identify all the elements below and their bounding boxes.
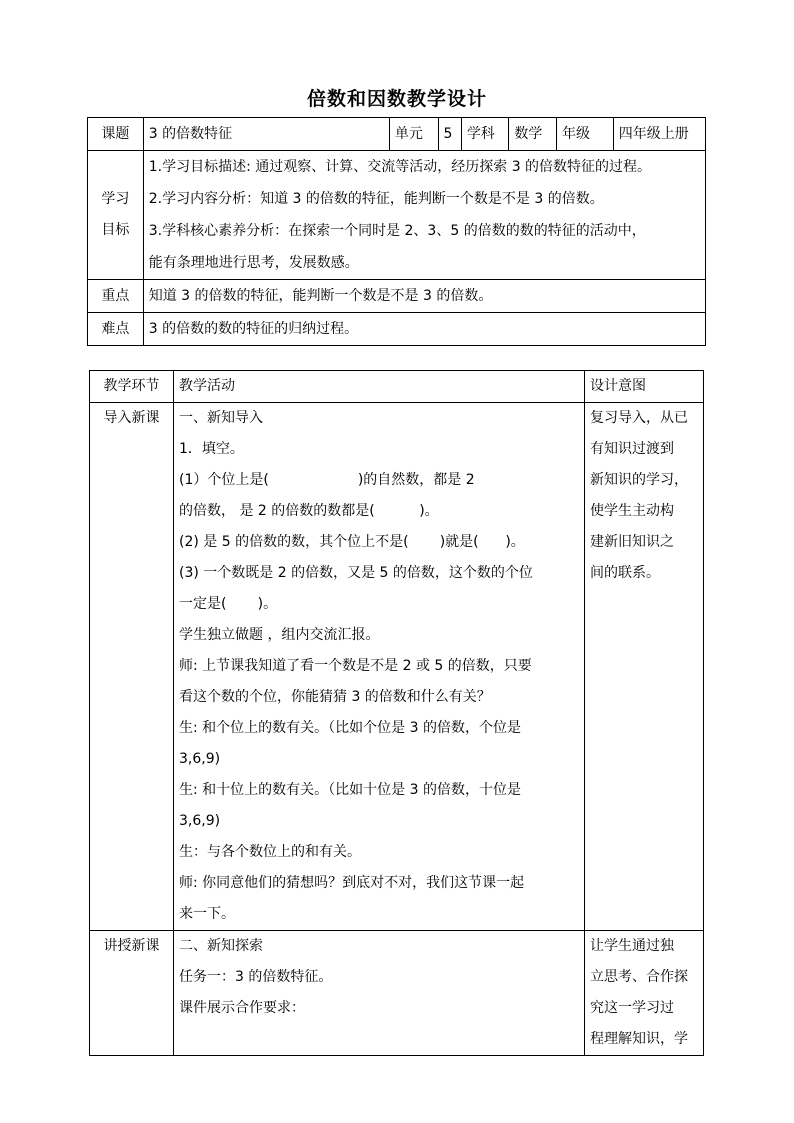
subject-label: 学科 [461, 118, 509, 151]
topic-row [88, 118, 706, 151]
activity-line: 看这个数的个位，你能猜猜 3 的倍数和什么有关？ [179, 689, 491, 705]
objective-line: 1.学习目标描述: 通过观察、计算、交流等活动，经历探索 3 的倍数特征的过程。 [148, 159, 652, 175]
objective-line: 3.学科核心素养分析：在探索一个同时是 2、3、5 的倍数的数的特征的活动中， [148, 223, 646, 239]
grade-value: 四年级上册 [613, 118, 705, 151]
design-line: 新知识的学习， [590, 472, 688, 488]
objective-line: 能有条理地进行思考，发展数感。 [148, 255, 359, 271]
design-line: 建新旧知识之 [590, 534, 674, 550]
objectives-row [88, 151, 706, 280]
activity-line: 1．填空。 [179, 441, 244, 457]
objective-line: 2.学习内容分析：知道 3 的倍数的特征，能判断一个数是不是 3 的倍数。 [148, 191, 604, 207]
course-info-table [87, 117, 706, 346]
design-line: 间的联系。 [590, 565, 660, 581]
plan-row-new-lesson [90, 931, 704, 1056]
activity-line: (3) 一个数既是 2 的倍数，又是 5 的倍数，这个数的个位 [179, 565, 533, 581]
plan-row-intro [90, 403, 704, 931]
activity-line: 的倍数， 是 2 的倍数的数都是( )。 [179, 503, 439, 519]
objectives-content [143, 151, 705, 280]
difficulty-label: 难点 [88, 313, 144, 346]
activity-line: 生: 和个位上的数有关。（比如个位是 3 的倍数，个位是 [179, 720, 521, 736]
key-points-value: 知道 3 的倍数的特征，能判断一个数是不是 3 的倍数。 [143, 280, 705, 313]
difficulty-value: 3 的倍数的数的特征的归纳过程。 [143, 313, 705, 346]
activity-line: 3,6,9) [179, 813, 221, 829]
plan-header-row [90, 371, 704, 403]
header-stage: 教学环节 [90, 371, 174, 403]
difficulty-row [88, 313, 706, 346]
design-line: 究这一学习过 [590, 1000, 674, 1016]
topic-value: 3 的倍数特征 [143, 118, 389, 151]
activity-line: 师: 你同意他们的猜想吗？到底对不对，我们这节课一起 [179, 875, 525, 891]
teaching-plan-table [89, 370, 704, 1056]
design-line: 有知识过渡到 [590, 441, 674, 457]
grade-label: 年级 [557, 118, 614, 151]
activity-line: (2) 是 5 的倍数的数，其个位上不是( )就是( )。 [179, 534, 525, 550]
design-intro [585, 403, 704, 931]
activity-line: 一定是( )。 [179, 596, 278, 612]
key-points-label: 重点 [88, 280, 144, 313]
activity-line: 一、新知导入 [179, 410, 263, 426]
topic-label: 课题 [88, 118, 144, 151]
activities-intro [174, 403, 585, 931]
key-points-row [88, 280, 706, 313]
design-line: 程理解知识，学 [590, 1031, 688, 1047]
design-line: 让学生通过独 [590, 938, 674, 954]
design-line: 复习导入，从已 [590, 410, 688, 426]
activity-line: 学生独立做题 ，组内交流汇报。 [179, 627, 380, 643]
activity-line: 生: 和十位上的数有关。（比如十位是 3 的倍数，十位是 [179, 782, 521, 798]
activity-line: 课件展示合作要求： [179, 1000, 305, 1016]
stage-new-lesson: 讲授新课 [90, 931, 174, 1056]
header-design: 设计意图 [585, 371, 704, 403]
header-activities: 教学活动 [174, 371, 585, 403]
document-title: 倍数和因数教学设计 [306, 88, 487, 110]
design-new-lesson [585, 931, 704, 1056]
activity-line: (1）个位上是( )的自然数，都是 2 [179, 472, 475, 488]
unit-label: 单元 [389, 118, 438, 151]
subject-value: 数学 [509, 118, 557, 151]
unit-value: 5 [438, 118, 461, 151]
activity-line: 二、新知探索 [179, 938, 263, 954]
stage-intro: 导入新课 [90, 403, 174, 931]
design-line: 立思考、合作探 [590, 969, 688, 985]
activity-line: 来一下。 [179, 906, 235, 922]
activity-line: 师: 上节课我知道了看一个数是不是 2 或 5 的倍数，只要 [179, 658, 532, 674]
activity-line: 生：与各个数位上的和有关。 [179, 844, 361, 860]
activity-line: 任务一：3 的倍数特征。 [179, 969, 333, 985]
design-line: 使学生主动构 [590, 503, 674, 519]
activity-line: 3,6,9) [179, 751, 221, 767]
activities-new-lesson [174, 931, 585, 1056]
objectives-label: 学习 目标 [88, 151, 144, 280]
